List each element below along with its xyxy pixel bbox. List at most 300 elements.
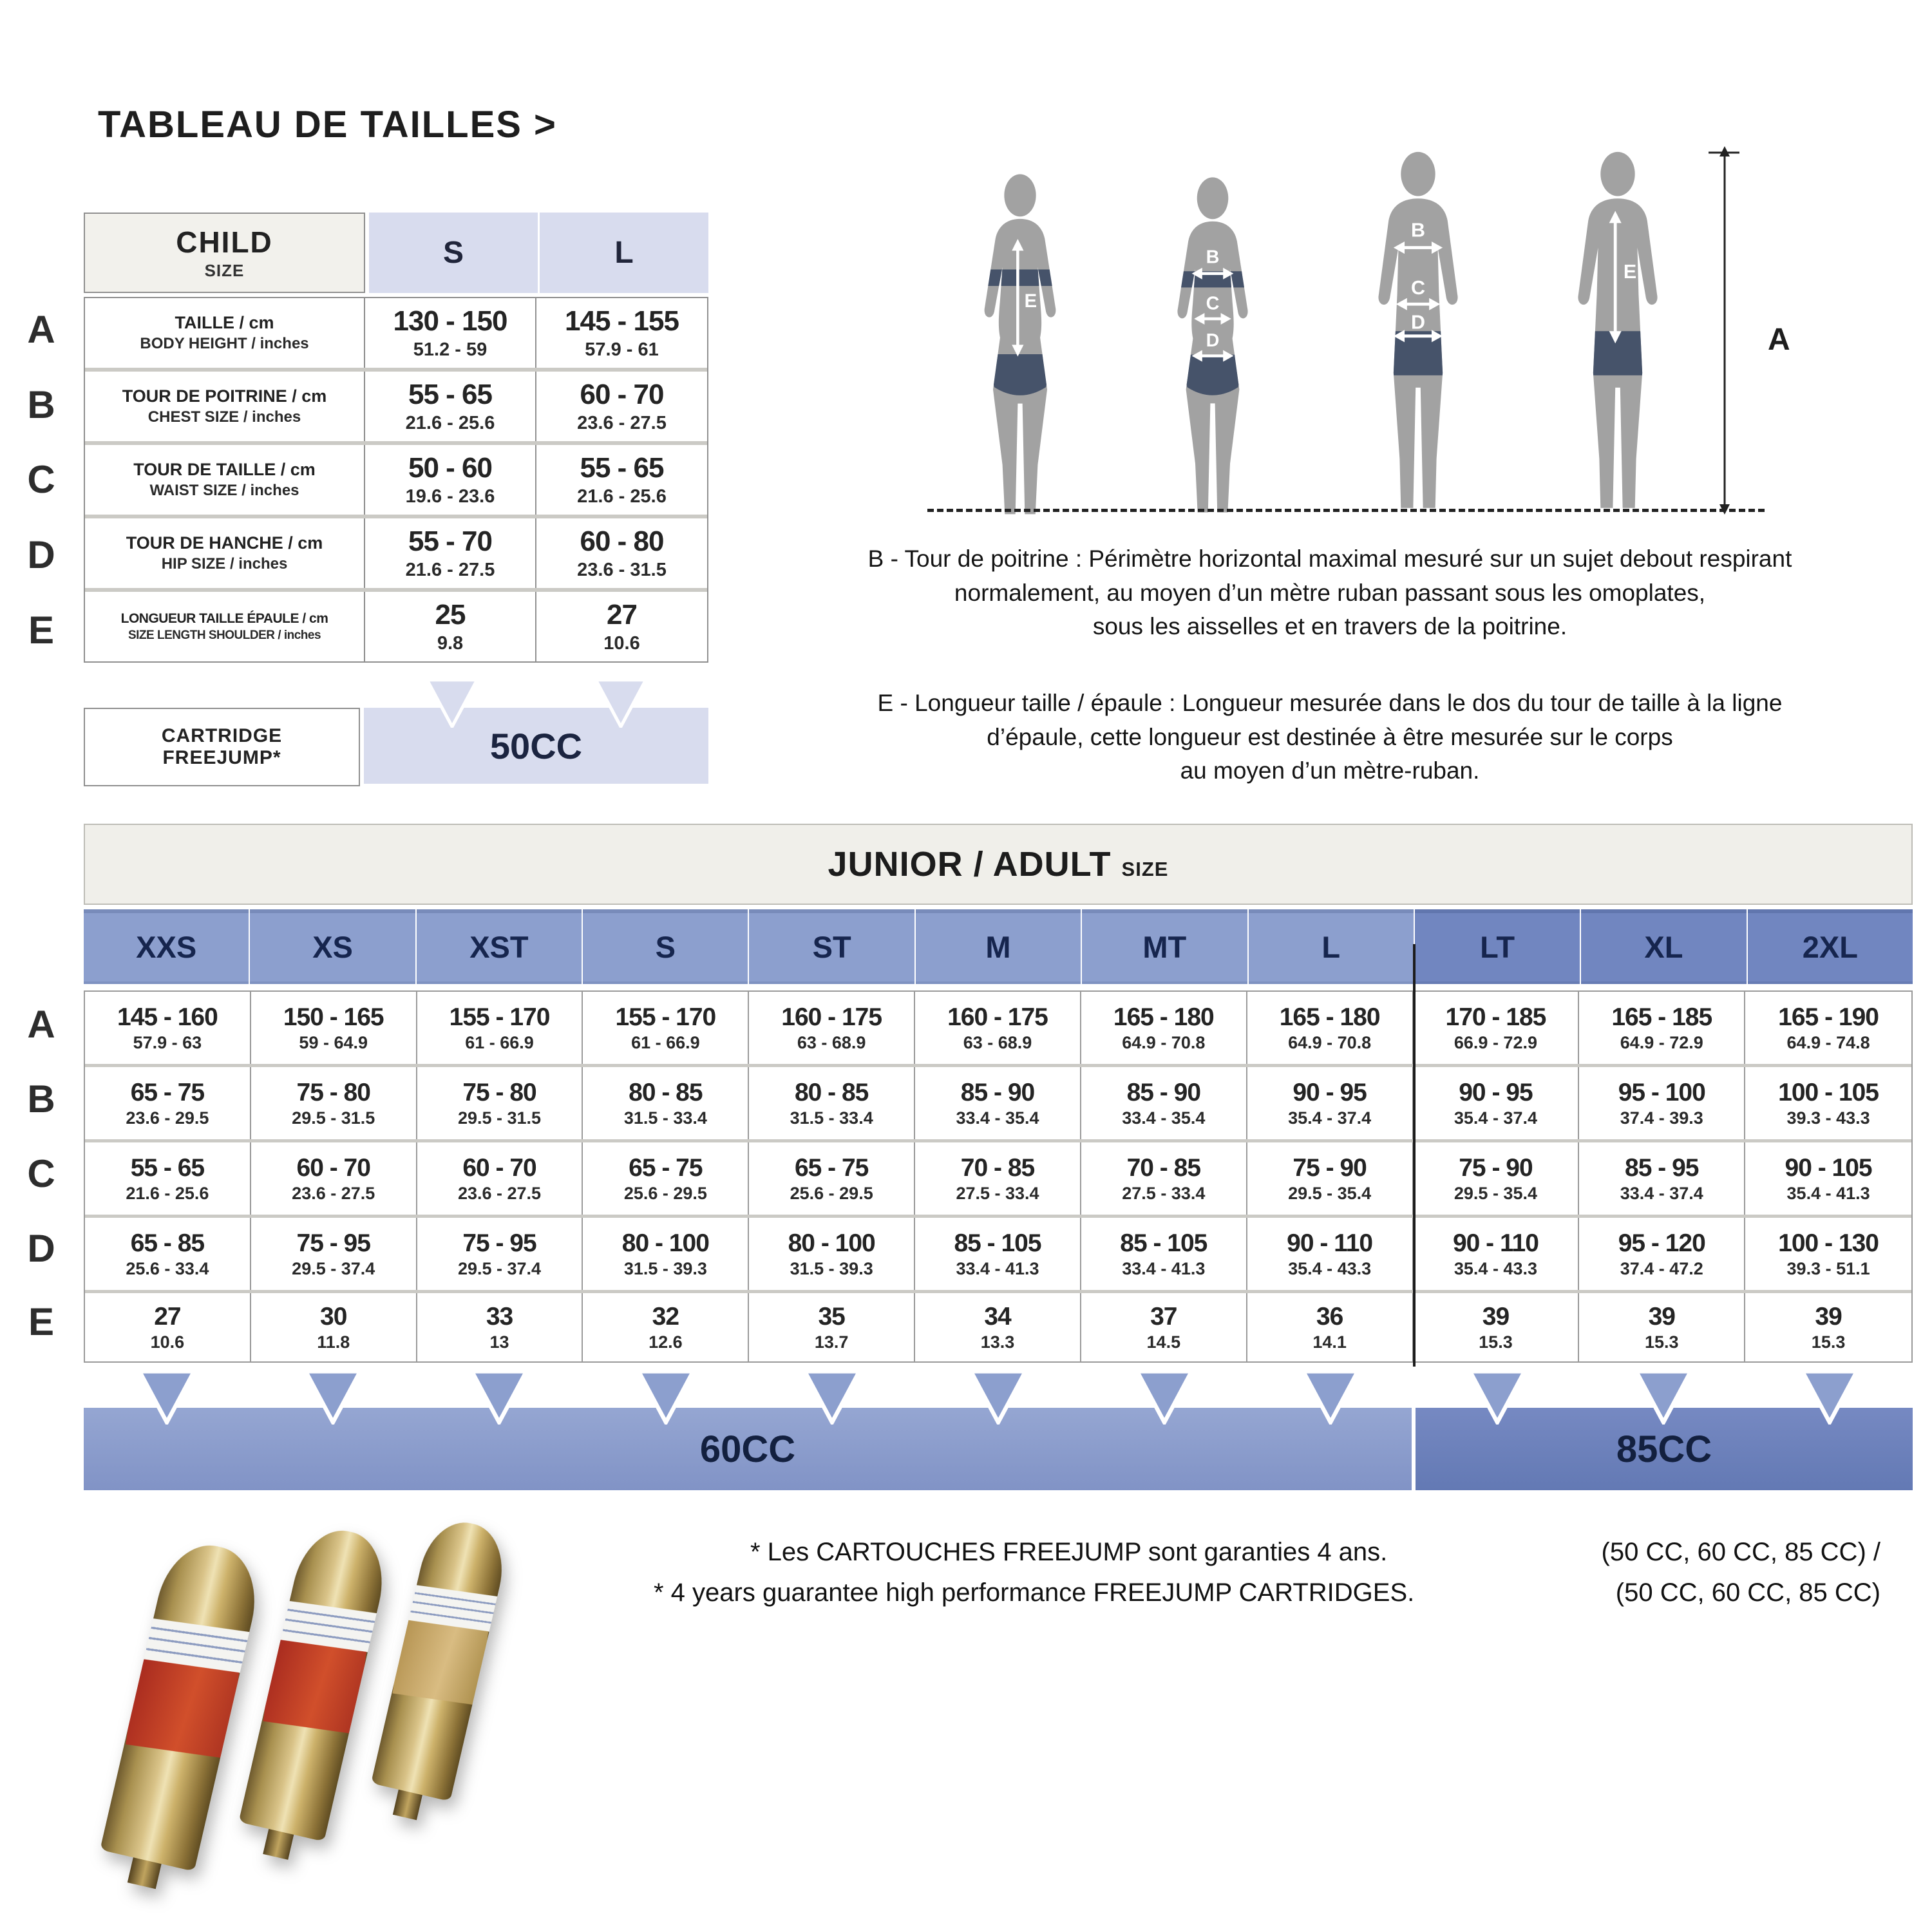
value-cm: 55 - 65 <box>580 452 664 484</box>
note-line: B - Tour de poitrine : Périmètre horizontal maximal mesuré sur un sujet debout respirant <box>867 545 1792 572</box>
adult-row-letters <box>9 0 73 1932</box>
value-inches: 35.4 - 43.3 <box>1288 1258 1372 1278</box>
down-arrow-icon <box>802 1369 862 1425</box>
value-cm: 60 - 70 <box>462 1153 536 1182</box>
value-inches: 35.4 - 41.3 <box>1786 1183 1870 1203</box>
value-inches: 29.5 - 31.5 <box>457 1108 542 1128</box>
value-inches: 21.6 - 25.6 <box>577 486 667 507</box>
value-inches: 37.4 - 39.3 <box>1620 1108 1703 1128</box>
child-value-cell <box>365 518 536 588</box>
adult-value-cell <box>1081 1293 1247 1361</box>
adult-value-cell <box>1745 1067 1911 1139</box>
value-cm: 75 - 90 <box>1293 1153 1367 1182</box>
child-row-label-en: WAIST SIZE / inches <box>149 482 299 499</box>
value-cm: 155 - 170 <box>615 1003 716 1031</box>
child-table-header <box>84 213 708 293</box>
value-inches: 25.6 - 29.5 <box>790 1183 873 1203</box>
adult-table-row <box>85 1218 1911 1293</box>
value-cm: 60 - 80 <box>580 526 664 557</box>
figure-label-d: D <box>1410 311 1426 334</box>
value-cm: 75 - 95 <box>462 1229 536 1257</box>
down-arrow-icon <box>469 1369 529 1425</box>
value-cm: 80 - 100 <box>621 1229 709 1257</box>
adult-value-cell <box>251 1067 417 1139</box>
value-cm: 65 - 75 <box>130 1078 205 1106</box>
adult-value-cell <box>417 1293 583 1361</box>
adult-value-cell <box>1081 1142 1247 1215</box>
adult-value-cell <box>1081 992 1247 1064</box>
child-header-subtitle: SIZE <box>204 261 245 280</box>
down-arrow-icon <box>969 1369 1028 1425</box>
adult-value-cell <box>1247 1218 1414 1290</box>
adult-arrows <box>84 1369 1913 1425</box>
row-letter-e: E <box>28 1300 55 1343</box>
value-cm: 39 <box>1815 1302 1842 1331</box>
row-letter-c: C <box>27 1152 55 1195</box>
value-inches: 31.5 - 33.4 <box>790 1108 873 1128</box>
value-cm: 165 - 180 <box>1279 1003 1380 1031</box>
value-cm: 80 - 85 <box>794 1078 869 1106</box>
value-cm: 27 <box>607 599 637 630</box>
adult-column-header-mt: MT <box>1082 909 1247 984</box>
value-inches: 21.6 - 25.6 <box>126 1183 209 1203</box>
value-inches: 33.4 - 41.3 <box>956 1258 1039 1278</box>
child-row-label <box>85 298 365 368</box>
adult-value-cell <box>915 1218 1081 1290</box>
note-line: sous les aisselles et en travers de la poitrine. <box>1092 613 1567 640</box>
adult-value-cell <box>1247 1293 1414 1361</box>
value-cm: 85 - 90 <box>960 1078 1035 1106</box>
value-inches: 61 - 66.9 <box>465 1032 534 1052</box>
value-inches: 23.6 - 29.5 <box>126 1108 209 1128</box>
value-inches: 29.5 - 35.4 <box>1288 1183 1372 1203</box>
value-inches: 61 - 66.9 <box>631 1032 700 1052</box>
value-inches: 33.4 - 35.4 <box>956 1108 1039 1128</box>
value-cm: 39 <box>1648 1302 1675 1331</box>
adult-value-cell <box>1081 1218 1247 1290</box>
value-cm: 165 - 190 <box>1778 1003 1879 1031</box>
adult-value-cell <box>1247 992 1414 1064</box>
value-cm: 65 - 85 <box>130 1229 205 1257</box>
child-row-letters <box>9 0 73 1932</box>
value-inches: 27.5 - 33.4 <box>956 1183 1039 1203</box>
value-inches: 29.5 - 31.5 <box>292 1108 375 1128</box>
adult-column-header-s: S <box>583 909 748 984</box>
adult-value-cell <box>1081 1067 1247 1139</box>
adult-value-cell <box>915 1067 1081 1139</box>
value-inches: 29.5 - 37.4 <box>292 1258 375 1278</box>
adult-value-cell <box>749 1218 915 1290</box>
value-cm: 85 - 95 <box>1625 1153 1699 1182</box>
adult-value-cell <box>85 1218 251 1290</box>
value-inches: 35.4 - 37.4 <box>1454 1108 1537 1128</box>
adult-value-cell <box>1579 992 1745 1064</box>
footnote-en-cc: (50 CC, 60 CC, 85 CC) <box>1615 1578 1880 1607</box>
value-inches: 15.3 <box>1479 1332 1513 1352</box>
row-letter-c: C <box>27 458 55 501</box>
figure-label-c: C <box>1410 276 1426 299</box>
male-silhouette-bcd <box>1343 149 1493 518</box>
value-inches: 11.8 <box>317 1332 350 1352</box>
value-inches: 10.6 <box>150 1332 185 1352</box>
adult-column-header-xst: XST <box>417 909 582 984</box>
footnote-fr: * Les CARTOUCHES FREEJUMP sont garanties 4 ans. <box>750 1538 1388 1566</box>
ground-dashed-line <box>927 509 1765 512</box>
adult-value-cell <box>1414 1218 1580 1290</box>
figure-label-a: A <box>1768 323 1790 357</box>
value-cm: 33 <box>486 1302 513 1331</box>
child-value-cell <box>365 372 536 441</box>
value-cm: 75 - 95 <box>296 1229 370 1257</box>
adult-column-header-m: M <box>916 909 1081 984</box>
value-cm: 39 <box>1482 1302 1510 1331</box>
adult-table-title-sub: SIZE <box>1121 858 1169 880</box>
value-cm: 80 - 100 <box>788 1229 875 1257</box>
value-cm: 100 - 130 <box>1778 1229 1879 1257</box>
value-cm: 150 - 165 <box>283 1003 384 1031</box>
adult-value-cell <box>251 1142 417 1215</box>
value-cm: 155 - 170 <box>449 1003 550 1031</box>
down-arrow-icon <box>137 1369 196 1425</box>
value-inches: 63 - 68.9 <box>963 1032 1032 1052</box>
footnote-en: * 4 years guarantee high performance FREEJUMP CARTRIDGES. <box>654 1578 1415 1607</box>
adult-value-cell <box>1247 1142 1414 1215</box>
value-cm: 100 - 105 <box>1778 1078 1879 1106</box>
long-sizes-divider <box>1413 944 1416 1367</box>
figure-label-b: B <box>1410 219 1426 242</box>
adult-value-cell <box>1579 1142 1745 1215</box>
figure-label-e: E <box>1623 261 1637 283</box>
adult-value-cell <box>1579 1293 1745 1361</box>
adult-value-cell <box>915 1142 1081 1215</box>
figure-label-b: B <box>1206 247 1220 268</box>
adult-value-cell <box>1247 1067 1414 1139</box>
child-row-label-fr: TOUR DE TAILLE / cm <box>133 460 316 479</box>
adult-value-cell <box>1745 1218 1911 1290</box>
row-letter-d: D <box>27 533 55 576</box>
adult-value-cell <box>1579 1067 1745 1139</box>
adult-column-header-xl: XL <box>1581 909 1746 984</box>
adult-column-header-l: L <box>1249 909 1414 984</box>
value-cm: 25 <box>435 599 466 630</box>
adult-value-cell <box>1414 992 1580 1064</box>
value-inches: 35.4 - 43.3 <box>1454 1258 1537 1278</box>
value-cm: 75 - 90 <box>1459 1153 1533 1182</box>
value-cm: 55 - 65 <box>408 379 492 410</box>
value-inches: 23.6 - 27.5 <box>292 1183 375 1203</box>
figure-label-d: D <box>1206 330 1220 352</box>
value-cm: 85 - 90 <box>1126 1078 1201 1106</box>
value-inches: 21.6 - 25.6 <box>405 413 495 433</box>
value-inches: 31.5 - 39.3 <box>790 1258 873 1278</box>
value-inches: 15.3 <box>1644 1332 1679 1352</box>
value-cm: 145 - 155 <box>565 305 679 337</box>
adult-table-row <box>85 1293 1911 1361</box>
child-row-label <box>85 372 365 441</box>
child-table-row <box>85 372 707 445</box>
value-inches: 23.6 - 31.5 <box>577 560 667 580</box>
child-cartridge-value: 50CC <box>364 708 708 784</box>
adult-value-cell <box>85 1293 251 1361</box>
value-inches: 10.6 <box>603 633 640 654</box>
child-column-l: L <box>540 213 708 293</box>
value-cm: 30 <box>320 1302 347 1331</box>
value-inches: 29.5 - 35.4 <box>1454 1183 1537 1203</box>
height-measure-line <box>1703 145 1748 515</box>
adult-table-title-band <box>84 824 1913 905</box>
child-value-cell <box>536 518 707 588</box>
child-row-label-fr: TOUR DE HANCHE / cm <box>126 533 323 553</box>
adult-value-cell <box>749 1293 915 1361</box>
adult-value-cell <box>583 1142 749 1215</box>
adult-column-header-2xl: 2XL <box>1748 909 1913 984</box>
value-inches: 14.1 <box>1312 1332 1347 1352</box>
adult-value-cell <box>85 1142 251 1215</box>
adult-value-cell <box>749 992 915 1064</box>
note-line: d’épaule, cette longueur est destinée à être mesurée sur le corps <box>987 723 1673 750</box>
value-inches: 64.9 - 70.8 <box>1288 1032 1372 1052</box>
value-inches: 33.4 - 37.4 <box>1620 1183 1703 1203</box>
note-line: au moyen d’un mètre-ruban. <box>1180 757 1480 784</box>
adult-column-header-xxs: XXS <box>84 909 249 984</box>
child-row-label-fr: LONGUEUR TAILLE ÉPAULE / cm <box>120 611 328 626</box>
value-cm: 130 - 150 <box>393 305 507 337</box>
adult-value-cell <box>417 1067 583 1139</box>
adult-value-cell <box>915 1293 1081 1361</box>
child-row-label-en: BODY HEIGHT / inches <box>140 335 309 352</box>
down-arrow-icon <box>636 1369 696 1425</box>
value-cm: 60 - 70 <box>296 1153 370 1182</box>
value-cm: 95 - 120 <box>1618 1229 1705 1257</box>
child-table-row <box>85 445 707 518</box>
adult-value-cell <box>251 992 417 1064</box>
value-cm: 80 - 85 <box>629 1078 703 1106</box>
note-chest-measure <box>734 542 1926 644</box>
value-inches: 33.4 - 41.3 <box>1122 1258 1206 1278</box>
adult-value-cell <box>583 1067 749 1139</box>
value-cm: 90 - 105 <box>1785 1153 1872 1182</box>
child-row-label <box>85 518 365 588</box>
value-cm: 27 <box>154 1302 181 1331</box>
child-value-cell <box>536 445 707 515</box>
value-inches: 63 - 68.9 <box>797 1032 866 1052</box>
row-letter-e: E <box>28 609 55 652</box>
row-letter-a: A <box>27 1003 55 1046</box>
value-inches: 23.6 - 27.5 <box>577 413 667 433</box>
value-inches: 13 <box>489 1332 509 1352</box>
value-inches: 31.5 - 33.4 <box>623 1108 707 1128</box>
child-table-row <box>85 518 707 592</box>
value-cm: 75 - 80 <box>296 1078 370 1106</box>
value-inches: 39.3 - 43.3 <box>1786 1108 1870 1128</box>
value-cm: 70 - 85 <box>960 1153 1035 1182</box>
adult-value-cell <box>1414 1067 1580 1139</box>
value-cm: 55 - 65 <box>130 1153 205 1182</box>
row-letter-d: D <box>27 1227 55 1270</box>
footnote-fr-cc: (50 CC, 60 CC, 85 CC) / <box>1601 1538 1880 1566</box>
cartridge-label-line1: CARTRIDGE <box>161 725 283 746</box>
value-cm: 90 - 110 <box>1287 1229 1373 1257</box>
value-cm: 160 - 175 <box>781 1003 882 1031</box>
adult-value-cell <box>1745 992 1911 1064</box>
child-row-label-en: CHEST SIZE / inches <box>147 408 301 426</box>
adult-column-header-xs: XS <box>250 909 415 984</box>
down-arrow-icon <box>1468 1369 1527 1425</box>
adult-table-row <box>85 992 1911 1067</box>
value-inches: 27.5 - 33.4 <box>1122 1183 1206 1203</box>
cartridge-85cc-bar: 85CC <box>1416 1408 1913 1490</box>
child-table-row <box>85 298 707 372</box>
value-cm: 36 <box>1316 1302 1343 1331</box>
note-shoulder-measure <box>734 687 1926 788</box>
child-table-row <box>85 592 707 661</box>
value-inches: 23.6 - 27.5 <box>457 1183 542 1203</box>
adult-value-cell <box>583 1218 749 1290</box>
adult-value-cell <box>583 1293 749 1361</box>
adult-column-header-st: ST <box>749 909 914 984</box>
value-inches: 66.9 - 72.9 <box>1454 1032 1537 1052</box>
value-inches: 9.8 <box>437 633 464 654</box>
value-cm: 34 <box>984 1302 1011 1331</box>
value-inches: 51.2 - 59 <box>413 339 488 360</box>
child-value-cell <box>365 298 536 368</box>
value-inches: 21.6 - 27.5 <box>405 560 495 580</box>
value-inches: 12.6 <box>649 1332 683 1352</box>
down-arrow-icon <box>1301 1369 1360 1425</box>
child-value-cell <box>536 298 707 368</box>
value-inches: 31.5 - 39.3 <box>623 1258 707 1278</box>
child-row-label-en: SIZE LENGTH SHOULDER / inches <box>128 628 321 642</box>
value-inches: 57.9 - 63 <box>133 1032 202 1052</box>
figure-label-e: E <box>1024 290 1037 312</box>
child-row-label-en: HIP SIZE / inches <box>161 555 288 573</box>
adult-table-body <box>84 990 1913 1363</box>
female-silhouette-e <box>947 171 1094 524</box>
value-cm: 165 - 185 <box>1611 1003 1712 1031</box>
value-cm: 90 - 110 <box>1452 1229 1539 1257</box>
adult-column-header-lt: LT <box>1415 909 1580 984</box>
child-row-label <box>85 445 365 515</box>
adult-value-cell <box>915 992 1081 1064</box>
child-size-columns <box>365 213 708 293</box>
value-inches: 64.9 - 74.8 <box>1786 1032 1870 1052</box>
value-inches: 15.3 <box>1811 1332 1846 1352</box>
guarantee-footnotes <box>654 1538 1880 1619</box>
down-arrow-icon <box>1135 1369 1194 1425</box>
value-cm: 75 - 80 <box>462 1078 536 1106</box>
value-inches: 25.6 - 29.5 <box>623 1183 707 1203</box>
adult-value-cell <box>1414 1293 1580 1361</box>
adult-value-cell <box>583 992 749 1064</box>
value-cm: 70 - 85 <box>1126 1153 1201 1182</box>
value-cm: 65 - 75 <box>629 1153 703 1182</box>
row-letter-b: B <box>27 1077 55 1121</box>
down-arrow-icon <box>1634 1369 1693 1425</box>
child-header-cell <box>84 213 365 293</box>
child-row-label-fr: TAILLE / cm <box>175 313 274 332</box>
adult-value-cell <box>1745 1293 1911 1361</box>
value-cm: 50 - 60 <box>408 452 492 484</box>
adult-value-cell <box>85 1067 251 1139</box>
child-row-label <box>85 592 365 661</box>
value-cm: 60 - 70 <box>580 379 664 410</box>
value-inches: 64.9 - 70.8 <box>1122 1032 1206 1052</box>
value-inches: 14.5 <box>1146 1332 1181 1352</box>
page-title: TABLEAU DE TAILLES > <box>98 104 557 146</box>
value-cm: 165 - 180 <box>1113 1003 1214 1031</box>
adult-value-cell <box>417 1218 583 1290</box>
value-cm: 65 - 75 <box>794 1153 869 1182</box>
value-cm: 85 - 105 <box>1120 1229 1208 1257</box>
value-cm: 145 - 160 <box>117 1003 218 1031</box>
child-value-cell <box>536 372 707 441</box>
note-line: E - Longueur taille / épaule : Longueur mesurée dans le dos du tour de taille à la ligne <box>877 690 1783 716</box>
cartridge-60cc-bar: 60CC <box>84 1408 1412 1490</box>
value-inches: 57.9 - 61 <box>585 339 659 360</box>
value-cm: 85 - 105 <box>954 1229 1041 1257</box>
adult-value-cell <box>1414 1142 1580 1215</box>
value-inches: 29.5 - 37.4 <box>457 1258 542 1278</box>
cartridges-photo <box>97 1513 573 1932</box>
cartridge-label-line2: FREEJUMP* <box>162 747 281 768</box>
child-value-cell <box>536 592 707 661</box>
value-inches: 35.4 - 37.4 <box>1288 1108 1372 1128</box>
value-cm: 95 - 100 <box>1618 1078 1705 1106</box>
figure-label-c: C <box>1206 293 1220 314</box>
value-inches: 19.6 - 23.6 <box>405 486 495 507</box>
note-line: normalement, au moyen d’un mètre ruban passant sous les omoplates, <box>954 579 1706 606</box>
child-row-label-fr: TOUR DE POITRINE / cm <box>122 386 327 406</box>
value-cm: 37 <box>1150 1302 1177 1331</box>
value-cm: 32 <box>652 1302 679 1331</box>
value-inches: 13.3 <box>980 1332 1015 1352</box>
value-cm: 160 - 175 <box>947 1003 1048 1031</box>
child-column-s: S <box>369 213 538 293</box>
value-inches: 39.3 - 51.1 <box>1786 1258 1870 1278</box>
female-silhouette-bcd <box>1140 174 1285 522</box>
value-inches: 33.4 - 35.4 <box>1122 1108 1206 1128</box>
adult-value-cell <box>749 1067 915 1139</box>
adult-table-header <box>84 909 1913 984</box>
row-letter-b: B <box>27 383 55 426</box>
child-header-title: CHILD <box>176 225 273 259</box>
adult-table-row <box>85 1142 1911 1218</box>
adult-value-cell <box>251 1218 417 1290</box>
child-value-cell <box>365 445 536 515</box>
value-cm: 170 - 185 <box>1445 1003 1546 1031</box>
value-inches: 25.6 - 33.4 <box>126 1258 209 1278</box>
value-inches: 64.9 - 72.9 <box>1620 1032 1703 1052</box>
adult-value-cell <box>749 1142 915 1215</box>
value-cm: 90 - 95 <box>1459 1078 1533 1106</box>
adult-value-cell <box>417 992 583 1064</box>
down-arrow-icon <box>1800 1369 1859 1425</box>
value-cm: 35 <box>818 1302 845 1331</box>
adult-value-cell <box>85 992 251 1064</box>
child-size-table <box>84 213 708 663</box>
value-cm: 90 - 95 <box>1293 1078 1367 1106</box>
adult-table-title: JUNIOR / ADULT <box>828 845 1112 884</box>
adult-value-cell <box>1579 1218 1745 1290</box>
row-letter-a: A <box>27 308 55 351</box>
adult-table-row <box>85 1067 1911 1142</box>
adult-value-cell <box>1745 1142 1911 1215</box>
male-silhouette-e <box>1542 149 1693 518</box>
adult-value-cell <box>417 1142 583 1215</box>
child-value-cell <box>365 592 536 661</box>
value-inches: 37.4 - 47.2 <box>1620 1258 1703 1278</box>
down-arrow-icon <box>585 679 657 728</box>
